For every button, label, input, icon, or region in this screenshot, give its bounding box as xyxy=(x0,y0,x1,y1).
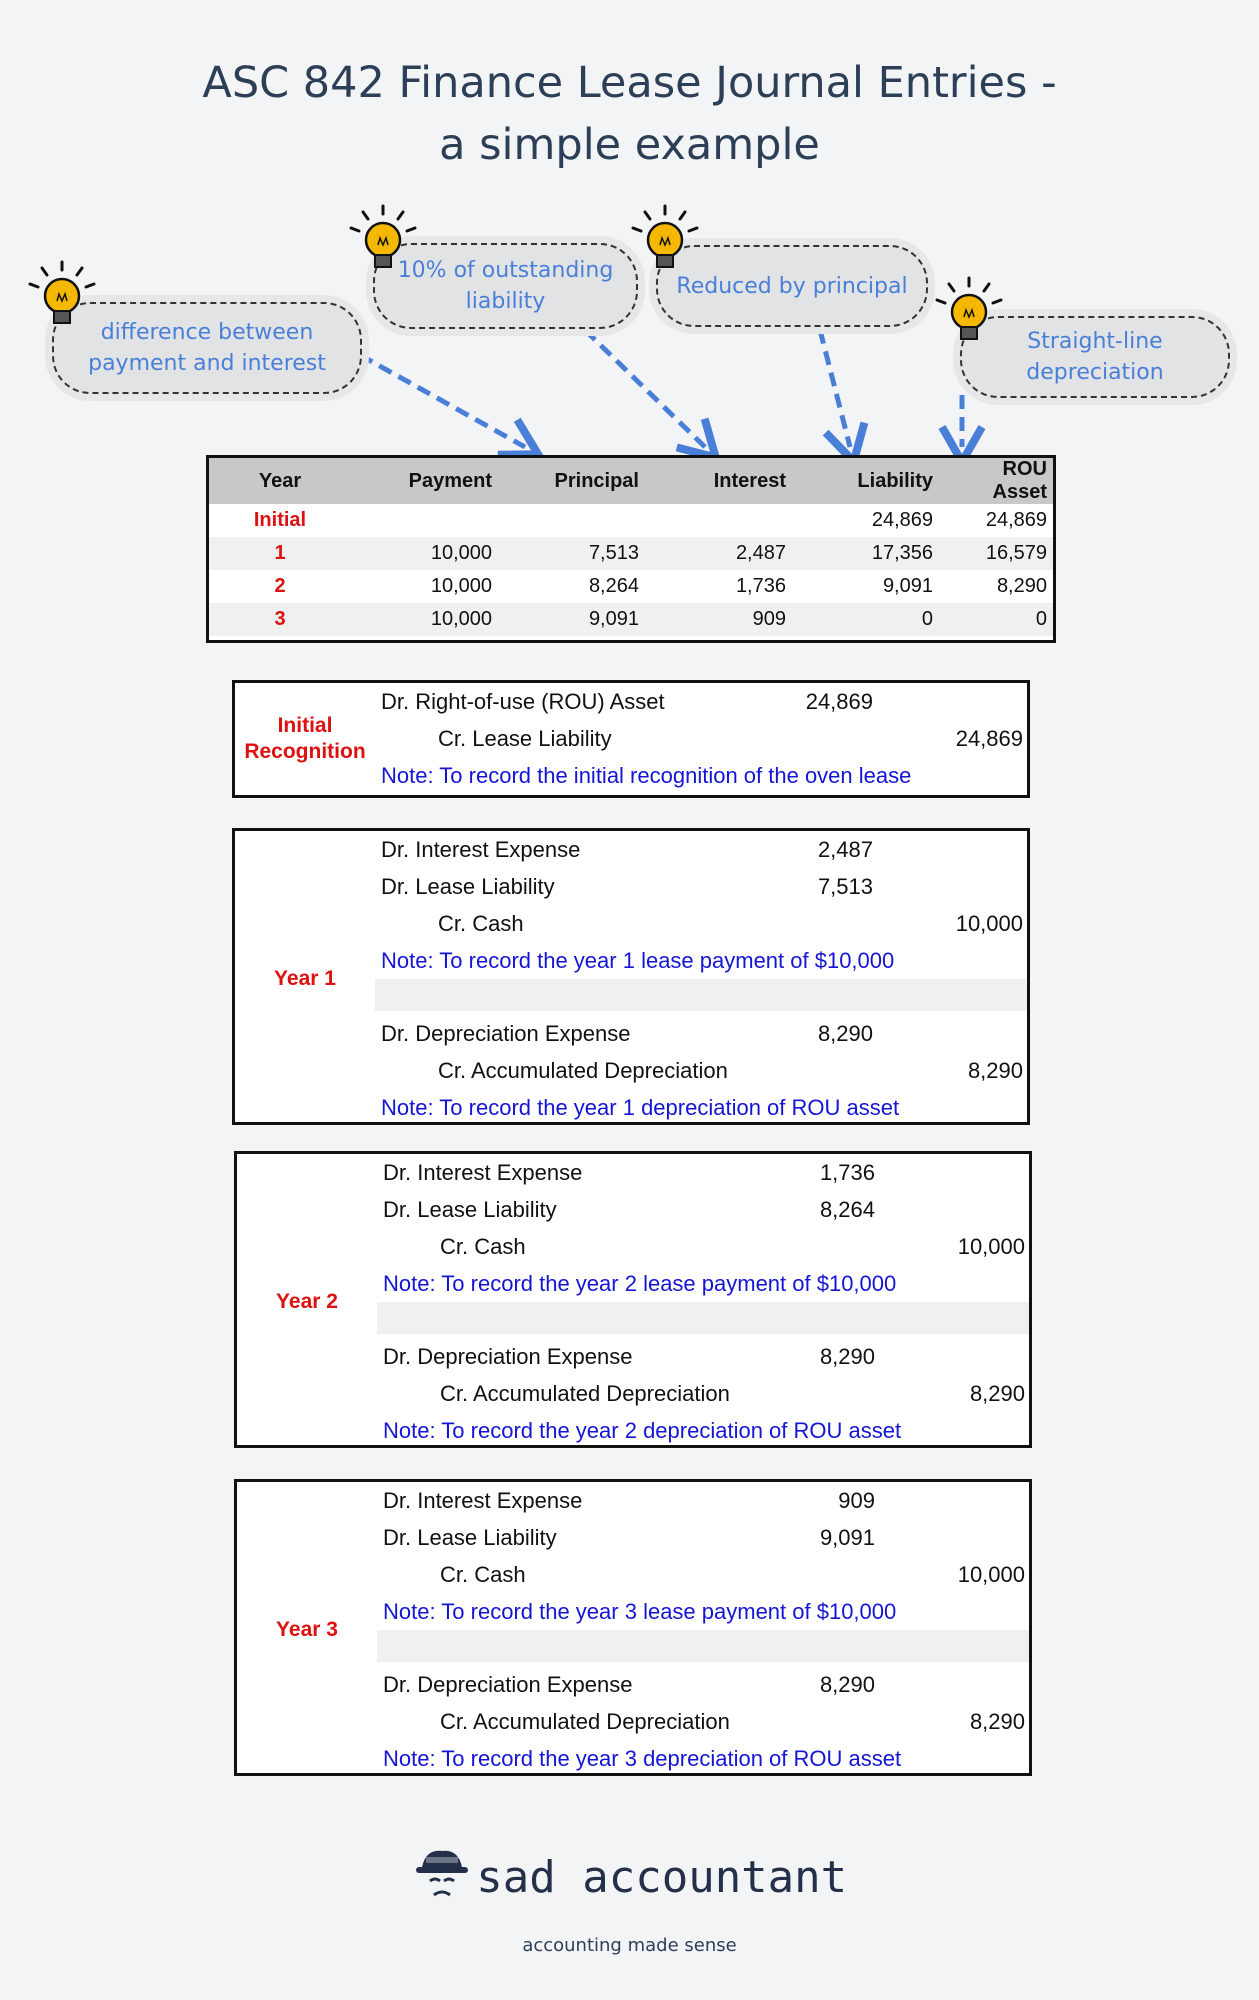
arrow-principal xyxy=(360,355,525,447)
account-name: Dr. Interest Expense xyxy=(381,837,581,862)
title-line-2: a simple example xyxy=(439,120,820,170)
col-principal: Principal xyxy=(498,458,645,504)
cell-rou-asset: 24,869 xyxy=(985,509,1047,531)
cell-rou-asset: 0 xyxy=(939,603,1053,636)
cell-liability: 24,869 xyxy=(871,509,933,531)
debit-amount: 2,487 xyxy=(817,837,873,862)
account-name: Cr. Lease Liability xyxy=(438,726,612,751)
credit-amount: 24,869 xyxy=(955,726,1023,751)
journal-line xyxy=(235,905,1027,942)
brand-name: sad accountant xyxy=(476,1851,848,1903)
account-name: Dr. Interest Expense xyxy=(383,1488,583,1513)
tip-principal-text: difference between payment and interest xyxy=(88,320,326,376)
tip-liability-text: Reduced by principal xyxy=(676,273,908,299)
account-name: Dr. Right-of-use (ROU) Asset xyxy=(381,689,665,714)
journal-line xyxy=(235,683,1027,720)
cell-payment: 10,000 xyxy=(351,603,498,636)
note-text: Note: To record the year 2 depreciation of ROU asset xyxy=(383,1418,902,1443)
journal-line xyxy=(237,1228,1029,1265)
journal-line xyxy=(237,1375,1029,1412)
cell-rou-asset: 16,579 xyxy=(939,537,1053,570)
debit-amount: 8,264 xyxy=(819,1197,875,1222)
account-name: Dr. Depreciation Expense xyxy=(383,1344,633,1369)
account-name: Dr. Lease Liability xyxy=(383,1197,557,1222)
note-text: Note: To record the year 1 depreciation of ROU asset xyxy=(381,1095,900,1120)
cell-liability: 0 xyxy=(792,603,939,636)
account-name: Dr. Lease Liability xyxy=(381,874,555,899)
journal-line xyxy=(235,1052,1027,1089)
lightbulb-icon xyxy=(343,200,423,280)
journal-note xyxy=(237,1412,1029,1449)
brand-tagline: accounting made sense xyxy=(522,1935,737,1956)
journal-note xyxy=(235,1089,1027,1126)
journal-line xyxy=(235,868,1027,905)
cell-interest xyxy=(645,504,792,537)
note-text: Note: To record the year 3 depreciation of ROU asset xyxy=(383,1746,902,1771)
journal-line xyxy=(237,1556,1029,1593)
entry-label: Year 3 xyxy=(276,1618,338,1641)
account-name: Dr. Lease Liability xyxy=(383,1525,557,1550)
lightbulb-icon xyxy=(625,200,705,280)
cell-year: Initial xyxy=(253,509,307,531)
account-name: Cr. Accumulated Depreciation xyxy=(440,1709,730,1734)
col-year: Year xyxy=(209,458,351,504)
table-row xyxy=(209,504,1053,537)
cell-rou-asset: 8,290 xyxy=(996,575,1047,597)
table-row xyxy=(209,537,1053,570)
journal-line xyxy=(237,1703,1029,1740)
debit-amount: 8,290 xyxy=(819,1344,875,1369)
cell-principal xyxy=(498,504,645,537)
cell-principal: 9,091 xyxy=(498,603,645,636)
entry-separator xyxy=(377,1630,1029,1662)
entry-label: Year 2 xyxy=(276,1290,338,1313)
journal-line xyxy=(237,1519,1029,1556)
note-text: Note: To record the year 1 lease payment of $10,000 xyxy=(381,948,895,973)
cell-interest: 909 xyxy=(645,603,792,636)
journal-note xyxy=(237,1593,1029,1630)
account-name: Cr. Cash xyxy=(438,911,524,936)
journal-line xyxy=(237,1338,1029,1375)
cell-payment xyxy=(351,504,498,537)
year-2-entry xyxy=(234,1151,1032,1448)
brand-logo xyxy=(0,1845,1259,1909)
cell-principal: 7,513 xyxy=(498,537,645,570)
account-name: Dr. Depreciation Expense xyxy=(383,1672,633,1697)
tip-interest-text: 10% of outstanding liability xyxy=(397,258,614,314)
detective-logo-icon xyxy=(412,1845,472,1909)
cell-year: 2 xyxy=(274,575,286,597)
arrow-liability xyxy=(820,330,850,447)
note-text: Note: To record the initial recognition of the oven lease xyxy=(381,763,912,788)
entry-separator xyxy=(377,1302,1029,1334)
col-payment: Payment xyxy=(351,458,498,504)
cell-year: 3 xyxy=(209,603,351,636)
cell-payment: 10,000 xyxy=(430,575,492,597)
journal-line xyxy=(235,831,1027,868)
table-row xyxy=(209,570,1053,603)
account-name: Dr. Depreciation Expense xyxy=(381,1021,631,1046)
col-interest: Interest xyxy=(645,458,792,504)
note-text: Note: To record the year 3 lease payment of $10,000 xyxy=(383,1599,897,1624)
credit-amount: 10,000 xyxy=(957,1234,1025,1259)
col-rou-asset: ROU Asset xyxy=(939,458,1053,504)
debit-amount: 909 xyxy=(838,1488,875,1513)
entry-separator xyxy=(375,979,1027,1011)
title-line-1: ASC 842 Finance Lease Journal Entries - xyxy=(202,58,1057,108)
journal-line xyxy=(237,1666,1029,1703)
credit-amount: 8,290 xyxy=(969,1709,1025,1734)
entry-label: Initial Recognition xyxy=(244,714,366,763)
arrow-interest xyxy=(585,330,705,447)
cell-liability: 17,356 xyxy=(792,537,939,570)
account-name: Cr. Accumulated Depreciation xyxy=(438,1058,728,1083)
cell-interest: 1,736 xyxy=(735,575,786,597)
debit-amount: 8,290 xyxy=(817,1021,873,1046)
col-liability: Liability xyxy=(792,458,939,504)
initial-recognition-entry xyxy=(232,680,1030,798)
lightbulb-icon xyxy=(22,256,102,336)
year-3-entry xyxy=(234,1479,1032,1776)
journal-line xyxy=(235,720,1027,757)
note-text: Note: To record the year 2 lease payment of $10,000 xyxy=(383,1271,897,1296)
cell-principal: 8,264 xyxy=(588,575,639,597)
cell-liability: 9,091 xyxy=(882,575,933,597)
credit-amount: 10,000 xyxy=(955,911,1023,936)
entry-label: Year 1 xyxy=(274,967,336,990)
table-row xyxy=(209,603,1053,636)
debit-amount: 24,869 xyxy=(805,689,873,714)
table-header-row xyxy=(209,458,1053,504)
debit-amount: 1,736 xyxy=(819,1160,875,1185)
lease-schedule-table xyxy=(206,455,1056,643)
lightbulb-icon xyxy=(929,272,1009,352)
journal-note xyxy=(235,757,1027,794)
account-name: Cr. Cash xyxy=(440,1562,526,1587)
cell-year: 1 xyxy=(209,537,351,570)
debit-amount: 8,290 xyxy=(819,1672,875,1697)
cell-payment: 10,000 xyxy=(351,537,498,570)
journal-line xyxy=(235,1015,1027,1052)
year-1-entry xyxy=(232,828,1030,1125)
journal-note xyxy=(237,1740,1029,1777)
journal-line xyxy=(237,1154,1029,1191)
cell-interest: 2,487 xyxy=(645,537,792,570)
account-name: Cr. Accumulated Depreciation xyxy=(440,1381,730,1406)
journal-line xyxy=(237,1482,1029,1519)
debit-amount: 7,513 xyxy=(817,874,873,899)
credit-amount: 10,000 xyxy=(957,1562,1025,1587)
credit-amount: 8,290 xyxy=(969,1381,1025,1406)
account-name: Cr. Cash xyxy=(440,1234,526,1259)
tip-rou-asset-text: Straight-line depreciation xyxy=(1026,329,1164,385)
debit-amount: 9,091 xyxy=(819,1525,875,1550)
journal-note xyxy=(237,1265,1029,1302)
journal-line xyxy=(237,1191,1029,1228)
credit-amount: 8,290 xyxy=(967,1058,1023,1083)
account-name: Dr. Interest Expense xyxy=(383,1160,583,1185)
journal-note xyxy=(235,942,1027,979)
